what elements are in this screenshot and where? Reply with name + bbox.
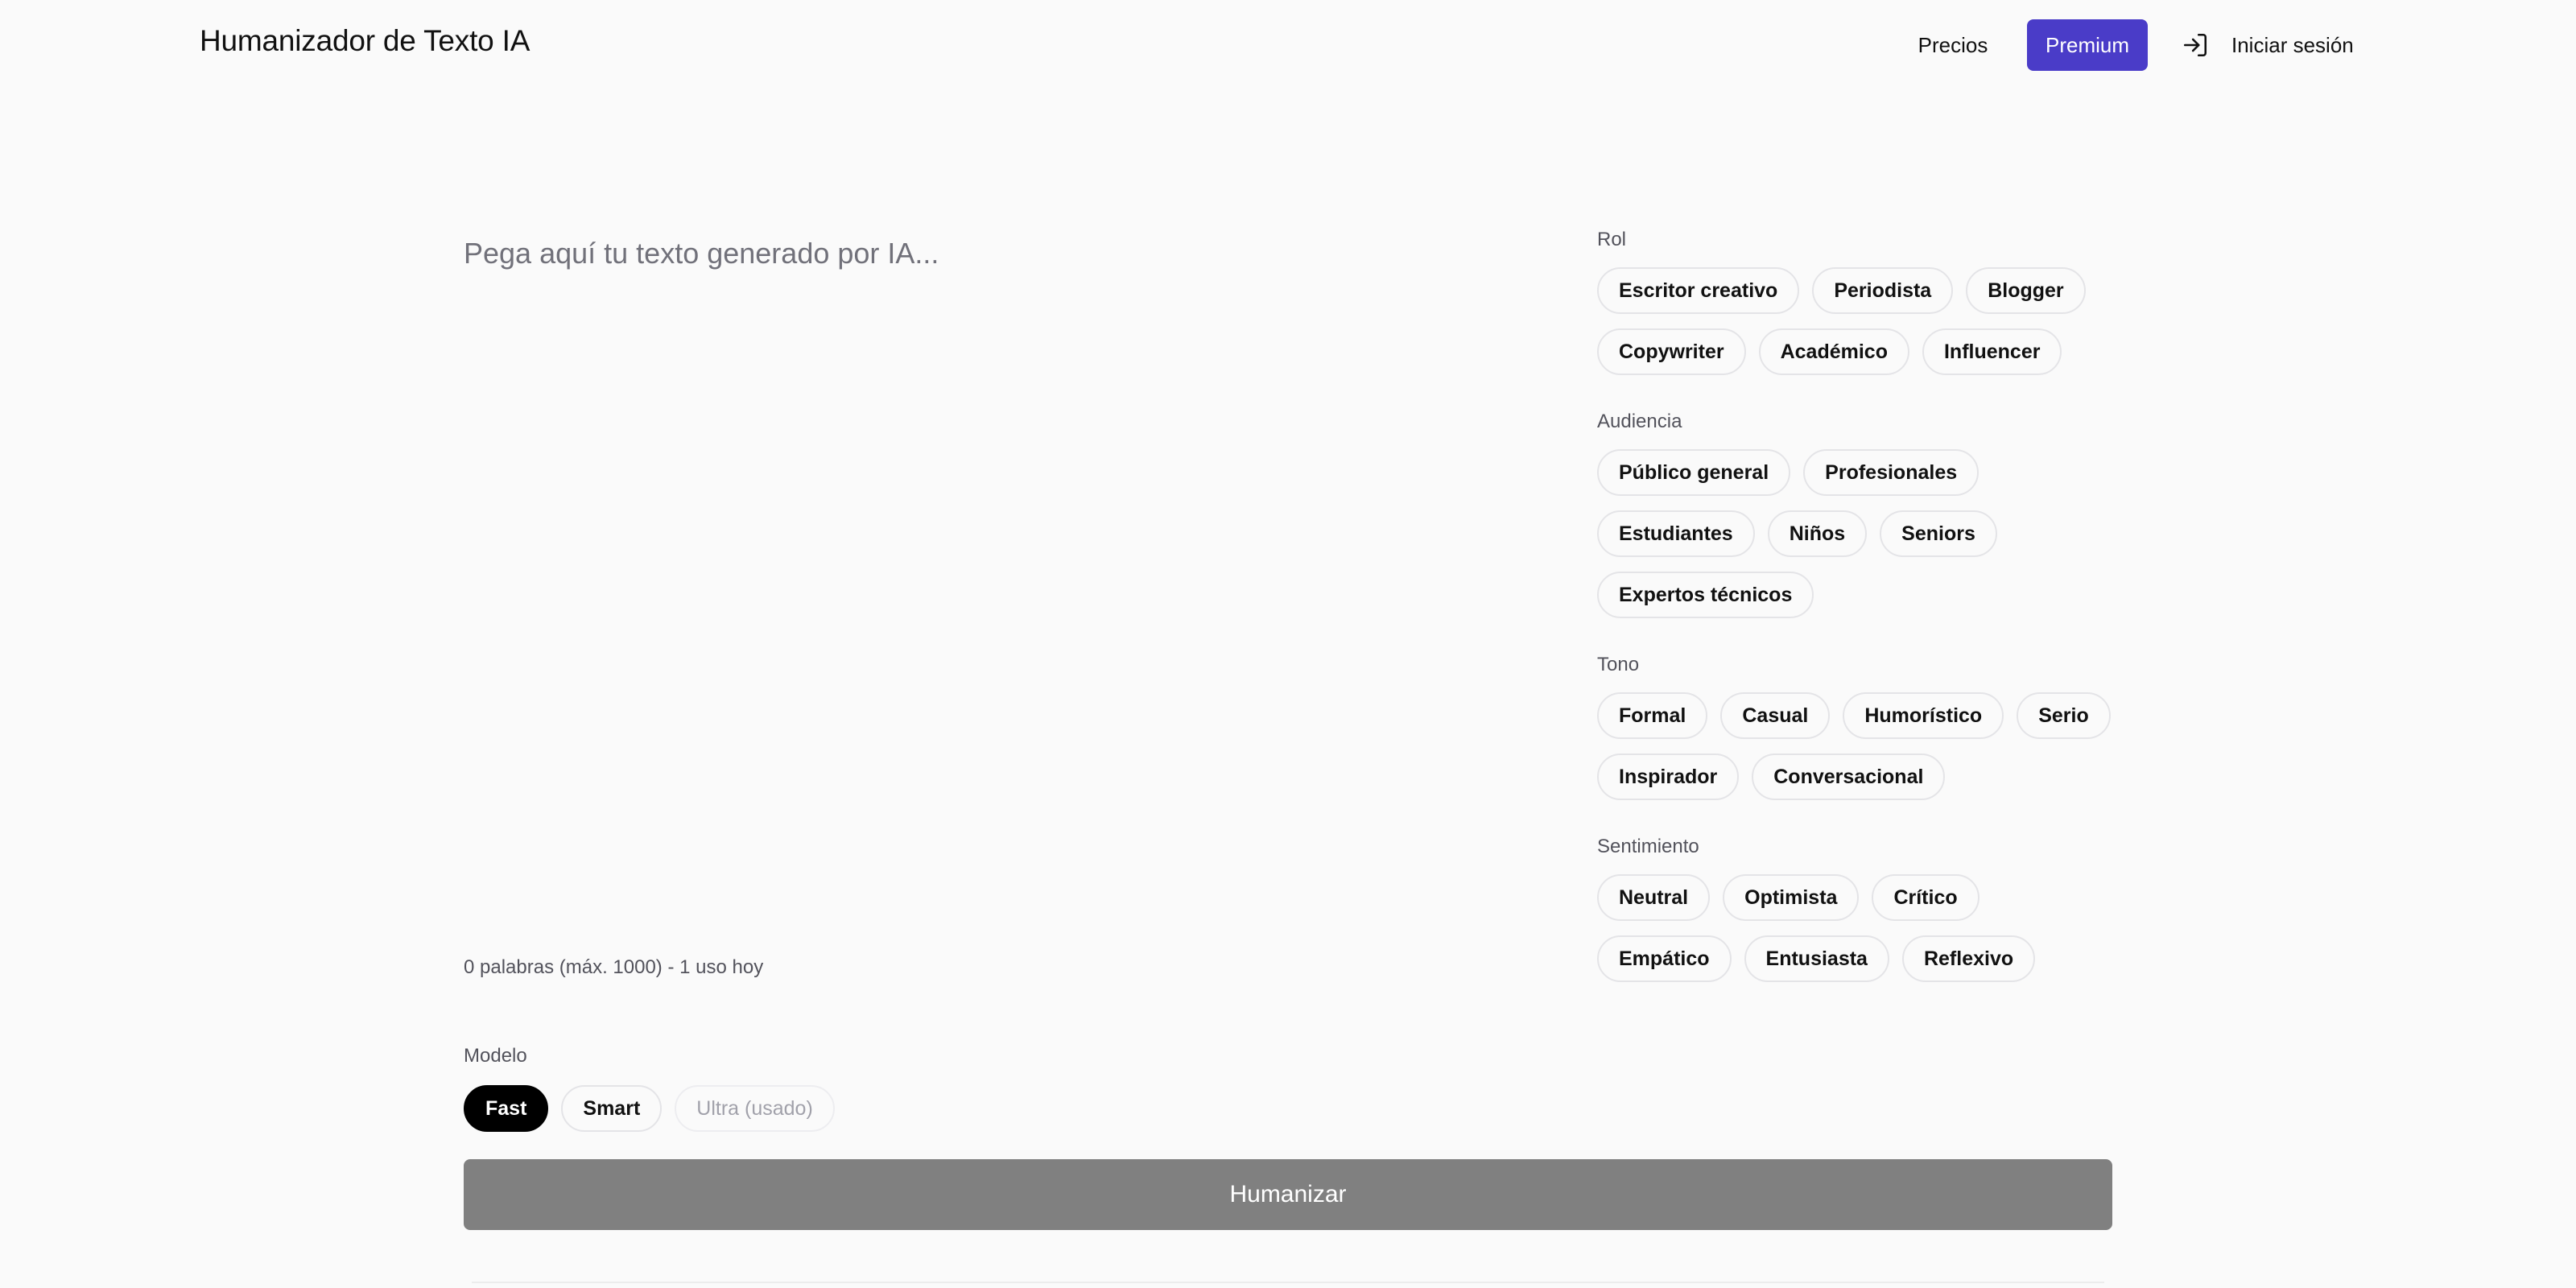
sentimiento-chip[interactable]: Neutral [1597,874,1710,921]
model-label: Modelo [464,1045,527,1067]
model-option-fast[interactable]: Fast [464,1085,548,1132]
tono-label: Tono [1597,654,1640,675]
login-button[interactable] [2182,19,2354,71]
rol-chip[interactable]: Influencer [1922,328,2062,375]
sentimiento-label: Sentimiento [1597,836,1699,857]
sentimiento-chips [1597,874,2112,982]
text-editor [464,225,1510,934]
tono-chip[interactable]: Inspirador [1597,753,1739,800]
audiencia-chip[interactable]: Seniors [1880,510,1997,557]
sentimiento-chip[interactable]: Empático [1597,935,1732,982]
divider [472,1282,2104,1283]
model-option-smart[interactable]: Smart [561,1085,662,1132]
audiencia-chip[interactable]: Estudiantes [1597,510,1755,557]
tono-chip[interactable]: Serio [2017,692,2111,739]
humanize-button[interactable]: Humanizar [464,1159,2112,1230]
sentimiento-chip[interactable]: Entusiasta [1744,935,1889,982]
model-selector [464,1085,835,1132]
sentimiento-chip[interactable]: Optimista [1723,874,1859,921]
sentimiento-chip[interactable]: Reflexivo [1902,935,2035,982]
ai-text-input[interactable] [464,225,1510,934]
nav-precios-link[interactable]: Precios [1918,33,1988,57]
tono-chip[interactable]: Humorístico [1843,692,2004,739]
audiencia-label: Audiencia [1597,411,1682,432]
login-label: Iniciar sesión [2231,32,2354,57]
rol-label: Rol [1597,229,1627,250]
top-nav [0,0,2576,90]
sentimiento-chip[interactable]: Crítico [1872,874,1979,921]
audiencia-chips [1597,449,2112,618]
rol-chip[interactable]: Copywriter [1597,328,1746,375]
audiencia-chip[interactable]: Profesionales [1803,449,1979,496]
login-arrow-icon [2182,31,2209,59]
model-option-ultra: Ultra (usado) [675,1085,835,1132]
brand-title[interactable]: Humanizador de Texto IA [200,24,530,57]
rol-chip[interactable]: Periodista [1812,267,1953,314]
options-panel [1597,227,2112,1016]
audiencia-chip[interactable]: Niños [1768,510,1867,557]
word-counter: 0 palabras (máx. 1000) - 1 uso hoy [464,956,764,978]
tono-chip[interactable]: Casual [1720,692,1830,739]
nav-premium-button[interactable]: Premium [2027,19,2148,71]
tono-chip[interactable]: Conversacional [1752,753,1945,800]
rol-chip[interactable]: Escritor creativo [1597,267,1799,314]
rol-chips [1597,267,2112,375]
audiencia-chip[interactable]: Público general [1597,449,1790,496]
rol-chip[interactable]: Blogger [1966,267,2085,314]
rol-chip[interactable]: Académico [1759,328,1909,375]
tono-chip[interactable]: Formal [1597,692,1707,739]
tono-chips [1597,692,2112,800]
audiencia-chip[interactable]: Expertos técnicos [1597,572,1814,618]
